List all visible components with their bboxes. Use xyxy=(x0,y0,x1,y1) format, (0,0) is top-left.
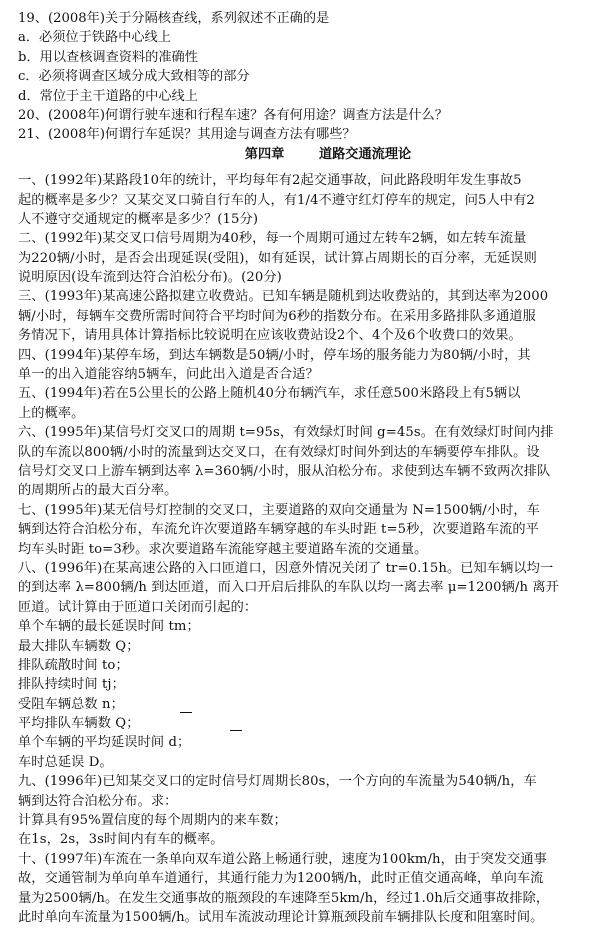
problem-2 xyxy=(18,229,598,287)
problem-8-item: 车时总延误 D。 xyxy=(18,754,113,770)
problem-10 xyxy=(18,850,598,928)
problem-8-line: 八、(1996年)在某高速公路的入口匝道口，因意外情况关闭了 tr=0.15h。已知车辆以均一 xyxy=(18,560,554,576)
problem-5 xyxy=(18,384,598,423)
question-19-option-d: d．常位于主干道路的中心线上 xyxy=(18,88,198,104)
problem-5-line: 五、(1994年)若在5公里长的公路上随机40分布辆汽车，求任意500米路段上有5辆以 xyxy=(18,386,521,402)
problem-10-line: 量为2500辆/h。在发生交通事故的瓶颈段的车速降至5km/h，经过1.0h后交通事故排除， xyxy=(18,890,550,906)
overbar-mark xyxy=(230,730,242,731)
problem-7-line: 均车头时距 to=3秒。求次要道路车流能穿越主要道路车流的交通量。 xyxy=(18,541,428,557)
question-19 xyxy=(18,9,598,106)
problem-8-item: 单个车辆的最长延误时间 tm； xyxy=(18,619,200,635)
problem-10-line: 十、(1997年)车流在一条单向双车道公路上畅通行驶，速度为100km/h，由于突发交通事 xyxy=(18,851,547,867)
problem-1-line: 一、(1992年)某路段10年的统计，平均每年有2起交通事故，问此路段明年发生事故5 xyxy=(18,173,522,189)
problem-2-line: 为220辆/小时，是否会出现延误(受阻)，如有延误，试计算占周期长的百分率，无延误则 xyxy=(18,250,537,266)
problem-3-line: 辆/小时，每辆车交费所需时间符合平均时间为6秒的指数分布。在采用多路排队多通道服 xyxy=(18,308,536,324)
problem-4-line: 四、(1994年)某停车场，到达车辆数是50辆/小时，停车场的服务能力为80辆/小时，其 xyxy=(18,347,531,363)
problem-9-line: 九、(1996年)已知某交叉口的定时信号灯周期长80s，一个方向的车流量为540辆/h，车 xyxy=(18,774,537,790)
problem-8-item xyxy=(18,733,598,752)
problem-9-line: 辆到达符合泊松分布。求： xyxy=(18,793,178,809)
spacer xyxy=(18,164,598,171)
problem-8-item xyxy=(18,714,598,733)
problem-8-line: 匝道。试计算由于匝道口关闭而引起的： xyxy=(18,599,258,615)
problem-4 xyxy=(18,346,598,385)
overbar-mark xyxy=(180,712,192,713)
problem-8-item: 排队持续时间 tj； xyxy=(18,677,125,693)
problem-6-line: 六、(1995年)某信号灯交叉口的周期 t=95s，有效绿灯时间 g=45s。在有效绿灯时间内排 xyxy=(18,425,554,441)
problem-1-line: 人不遵守交通规定的概率是多少？(15分) xyxy=(18,211,259,227)
problem-9-line: 在1s，2s，3s时间内有车的概率。 xyxy=(18,832,224,848)
problem-7-line: 辆到达符合泊松分布，车流允许次要道路车辆穿越的车头时距 t=5秒，次要道路车流的平 xyxy=(18,522,539,538)
problem-6-line: 的周期所占的最大百分率。 xyxy=(18,483,178,499)
question-19-title: 19、(2008年)关于分隔核查线，系列叙述不正确的是 xyxy=(18,11,330,26)
problem-8 xyxy=(18,559,598,772)
problem-7-line: 七、(1995年)某无信号灯控制的交叉口，主要道路的双向交通量为 N=1500辆/小时，车 xyxy=(18,502,540,518)
problem-6 xyxy=(18,423,598,501)
problem-9 xyxy=(18,772,598,850)
problem-1 xyxy=(18,171,598,229)
problem-8-item: 最大排队车辆数 Q； xyxy=(18,638,140,654)
problem-8-item-text: 平均排队车辆数 Q； xyxy=(18,716,140,732)
problem-1-line: 起的概率是多少？又某交叉口骑自行车的人，有1/4不遵守红灯停车的规定，问5人中有2 xyxy=(18,192,535,208)
problem-5-line: 上的概率。 xyxy=(18,405,85,421)
question-19-option-a: a．必须位于铁路中心线上 xyxy=(18,30,171,46)
problem-3-line: 三、(1993年)某高速公路拟建立收费站。已知车辆是随机到达收费站的，其到达率为2000 xyxy=(18,289,549,305)
problem-8-line: 的到达率 λ=800辆/h 到达匝道，而入口开启后排队的车队以均一离去率 μ=1200辆/h 离开 xyxy=(18,580,559,596)
problem-6-line: 队的车流以800辆/小时的流量到达交叉口，在有效绿灯时间外到达的车辆要停车排队。设 xyxy=(18,444,540,460)
problem-10-line: 故，交通管制为单向单车道通行，其通行能力为1200辆/h，此时正值交通高峰，单向车流 xyxy=(18,871,544,887)
question-21: 21、(2008年)何谓行车延误？其用途与调查方法有哪些？ xyxy=(18,127,356,143)
problem-4-line: 单一的出入道能容纳5辆车，问此出入道是否合适？ xyxy=(18,367,319,383)
problem-7 xyxy=(18,501,598,559)
exam-page xyxy=(18,9,598,927)
problem-6-line: 信号灯交叉口上游车辆到达率 λ=360辆/小时，服从泊松分布。求使到达车辆不致两次排队 xyxy=(18,463,551,479)
question-19-option-b: b．用以查核调查资料的准确性 xyxy=(18,49,198,65)
problem-2-line: 二、(1992年)某交叉口信号周期为40秒，每一个周期可通过左转车2辆，如左转车流量 xyxy=(18,231,527,247)
chapter-heading: 第四章 道路交通流理论 xyxy=(244,146,412,162)
problem-9-line: 计算具有95%置信度的每个周期内的来车数； xyxy=(18,813,287,829)
problem-2-line: 说明原因(设车流到达符合泊松分布)。(20分) xyxy=(18,270,282,286)
problem-8-item-text: 单个车辆的平均延误时间 d； xyxy=(18,735,191,751)
problem-3-line: 务情况下，请用具体计算指标比较说明在应该收费站设2个、4个及6个收费口的效果。 xyxy=(18,328,522,344)
question-19-option-c: c．必须将调查区域分成大致相等的部分 xyxy=(18,69,250,85)
problem-8-item: 受阻车辆总数 n； xyxy=(18,696,124,712)
question-20: 20、(2008年)何谓行驶车速和行程车速？各有何用途？调查方法是什么？ xyxy=(18,107,448,123)
problem-3 xyxy=(18,287,598,345)
problem-10-line: 此时单向车流量为1500辆/h。试用车流波动理论计算瓶颈段前车辆排队长度和阻塞时间。 xyxy=(18,909,544,925)
problem-8-item: 排队疏散时间 to； xyxy=(18,657,129,673)
